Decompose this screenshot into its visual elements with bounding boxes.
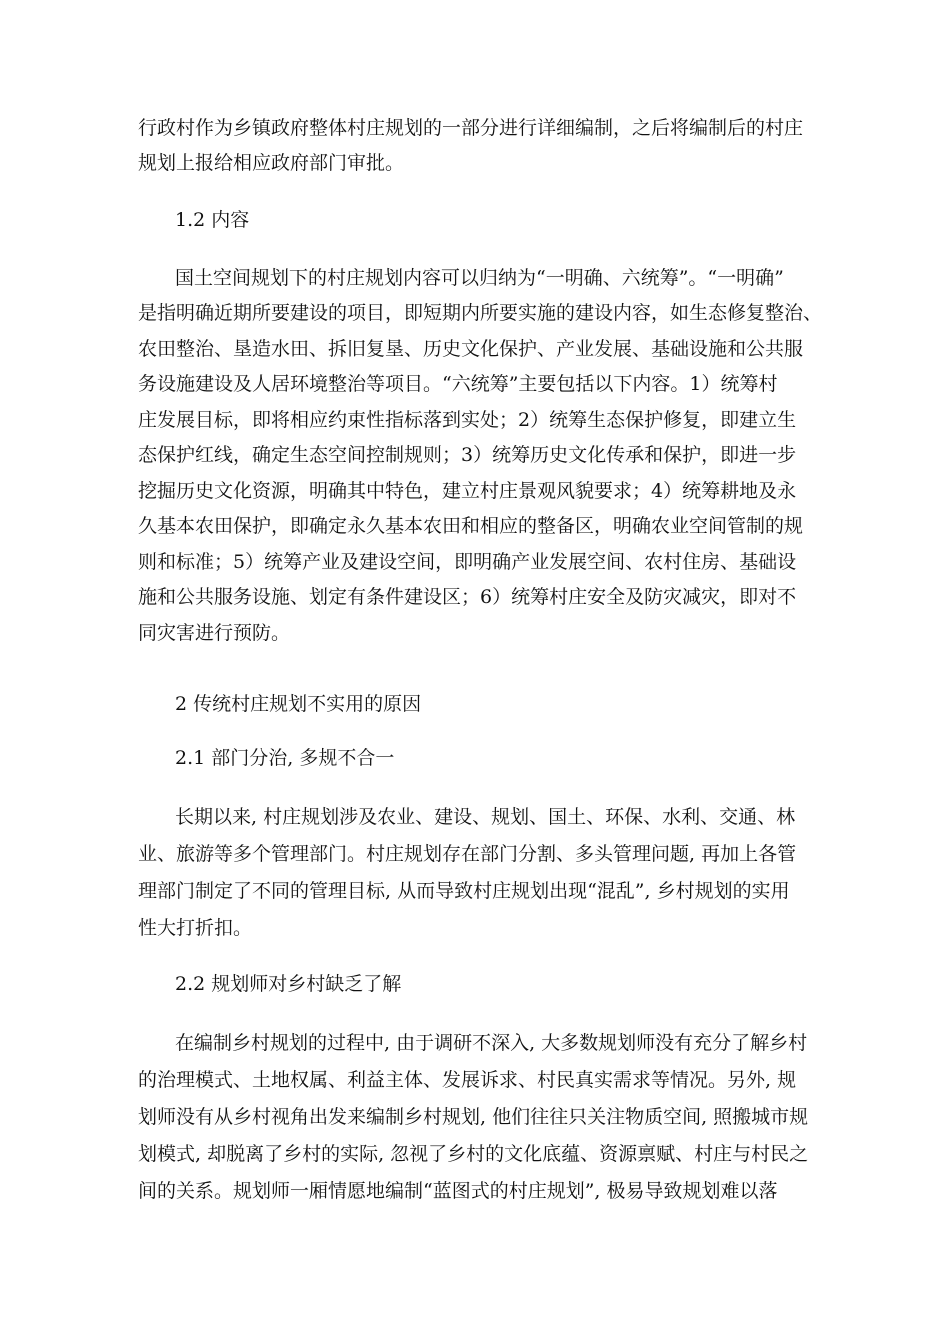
paragraph-line: 庄发展目标，即将相应约束性指标落到实处；2）统筹生态保护修复，即建立生 <box>138 409 797 431</box>
paragraph-line: 同灾害进行预防。 <box>138 622 291 644</box>
paragraph-line: 态保护红线，确定生态空间控制规则；3）统筹历史文化传承和保护，即进一步 <box>138 444 797 466</box>
paragraph-line: 务设施建设及人居环境整治等项目。“六统筹”主要包括以下内容。1）统筹村 <box>138 373 778 395</box>
paragraph-line: 在编制乡村规划的过程中, 由于调研不深入, 大多数规划师没有充分了解乡村 <box>175 1032 808 1054</box>
paragraph-line: 施和公共服务设施、划定有条件建设区；6）统筹村庄安全及防灾减灾，即对不 <box>138 586 797 608</box>
section-heading: 1.2 内容 <box>175 209 250 231</box>
paragraph-line: 则和标准；5）统筹产业及建设空间，即明确产业发展空间、农村住房、基础设 <box>138 551 797 573</box>
paragraph-line: 是指明确近期所要建设的项目，即短期内所要实施的建设内容，如生态修复整治、 <box>138 302 823 324</box>
paragraph-line: 久基本农田保护，即确定永久基本农田和相应的整备区，明确农业空间管制的规 <box>138 515 804 537</box>
paragraph-line: 规划上报给相应政府部门审批。 <box>138 152 405 174</box>
paragraph-line: 长期以来, 村庄规划涉及农业、建设、规划、国土、环保、水利、交通、林 <box>175 806 796 828</box>
paragraph-line: 农田整治、垦造水田、拆旧复垦、历史文化保护、产业发展、基础设施和公共服 <box>138 338 804 360</box>
paragraph-line: 划师没有从乡村视角出发来编制乡村规划, 他们往往只关注物质空间, 照搬城市规 <box>138 1106 809 1128</box>
paragraph-line: 业、旅游等多个管理部门。村庄规划存在部门分割、多头管理问题, 再加上各管 <box>138 843 797 865</box>
paragraph-line: 国土空间规划下的村庄规划内容可以归纳为“一明确、六统筹”。“一明确” <box>175 267 784 289</box>
paragraph-line: 性大打折扣。 <box>138 917 253 939</box>
paragraph-line: 挖掘历史文化资源，明确其中特色，建立村庄景观风貌要求；4）统筹耕地及永 <box>138 480 797 502</box>
paragraph-line: 行政村作为乡镇政府整体村庄规划的一部分进行详细编制，之后将编制后的村庄 <box>138 117 804 139</box>
section-heading: 2 传统村庄规划不实用的原因 <box>175 693 422 715</box>
section-heading: 2.1 部门分治, 多规不合一 <box>175 747 395 769</box>
paragraph-line: 划模式, 却脱离了乡村的实际, 忽视了乡村的文化底蕴、资源禀赋、村庄与村民之 <box>138 1143 809 1165</box>
section-heading: 2.2 规划师对乡村缺乏了解 <box>175 973 402 995</box>
paragraph-line: 的治理模式、土地权属、利益主体、发展诉求、村民真实需求等情况。另外, 规 <box>138 1069 797 1091</box>
paragraph-line: 间的关系。规划师一厢情愿地编制“蓝图式的村庄规划”, 极易导致规划难以落 <box>138 1180 778 1202</box>
paragraph-line: 理部门制定了不同的管理目标, 从而导致村庄规划出现“混乱”, 乡村规划的实用 <box>138 880 790 902</box>
